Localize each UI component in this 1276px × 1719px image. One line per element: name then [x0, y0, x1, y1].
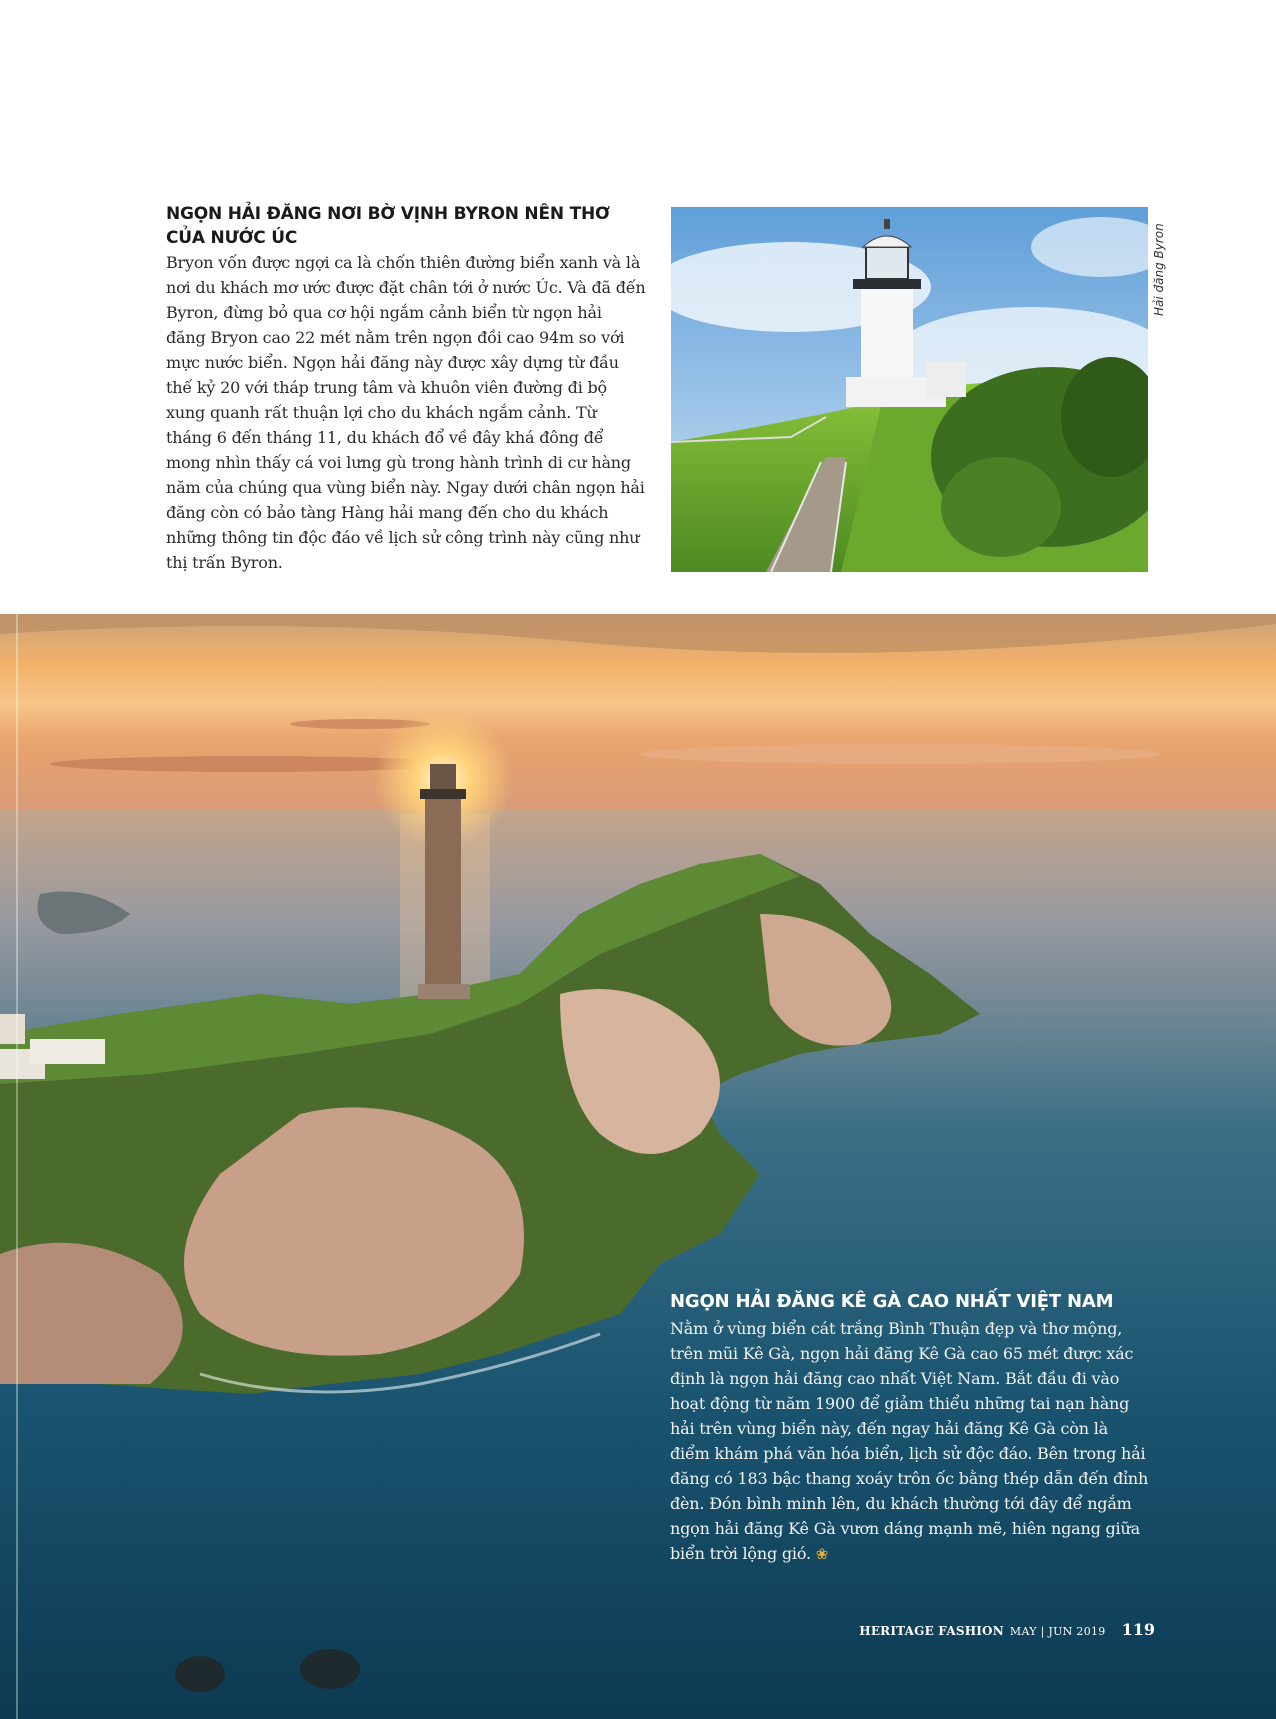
- issue-date: MAY | JUN 2019: [1009, 1625, 1106, 1638]
- bottom-article-title: NGỌN HẢI ĐĂNG KÊ GÀ CAO NHẤT VIỆT NAM: [670, 1291, 1114, 1312]
- top-article-title: NGỌN HẢI ĐĂNG NƠI BỜ VỊNH BYRON NÊN THƠ CỦA NƯỚC ÚC: [166, 204, 610, 248]
- page-footer: [835, 1620, 1155, 1644]
- byron-lighthouse-photo: [671, 207, 1148, 572]
- lotus-icon: ❀: [815, 1545, 829, 1563]
- top-article-body: Bryon vốn được ngợi ca là chốn thiên đường biển xanh và là nơi du khách mơ ước được đặt chân tới ở nước Úc. Và đã đến Byron, đừng bỏ qua cơ hội ngắm cảnh biển từ ngọn hải đăng Bryon cao 22 mét nằm trên ngọn đồi cao 94m so với mực nước biển. Ngọn hải đăng này được xây dựng từ đầu thế kỷ 20 với tháp trung tâm và khuôn viên đường đi bộ xung quanh rất thuận lợi cho du khách ngắm cảnh. Từ tháng 6 đến tháng 11, du khách đổ về đây khá đông để mong nhìn thấy cá voi lưng gù trong hành trình di cư hàng năm của chúng qua vùng biển này. Ngay dưới chân ngọn hải đăng còn có bảo tàng Hàng hải mang đến cho du khách những thông tin độc đáo về lịch sử công trình này cũng như thị trấn Byron.: [166, 253, 646, 572]
- top-article: [166, 202, 646, 575]
- photo-caption: Hải đăng Byron: [1152, 223, 1166, 316]
- bottom-article: [670, 1290, 1150, 1567]
- bottom-article-body-paragraph: [670, 1316, 1150, 1567]
- magazine-name: HERITAGE FASHION: [859, 1624, 1004, 1638]
- page-number: 119: [1121, 1620, 1155, 1639]
- photo-fold-line: [16, 614, 18, 1719]
- bottom-article-body: Nằm ở vùng biển cát trắng Bình Thuận đẹp và thơ mộng, trên mũi Kê Gà, ngọn hải đăng Kê Gà cao 65 mét được xác định là ngọn hải đăng cao nhất Việt Nam. Bắt đầu đi vào hoạt động từ năm 1900 để giảm thiểu những tai nạn hàng hải trên vùng biển này, đến ngay hải đăng Kê Gà còn là điểm khám phá văn hóa biển, lịch sử độc đáo. Bên trong hải đăng có 183 bậc thang xoáy trôn ốc bằng thép dẫn đến đỉnh đèn. Đón bình minh lên, du khách thường tới đây để ngắm ngọn hải đăng Kê Gà vươn dáng mạnh mẽ, hiên ngang giữa biển trời lộng gió.: [670, 1319, 1149, 1563]
